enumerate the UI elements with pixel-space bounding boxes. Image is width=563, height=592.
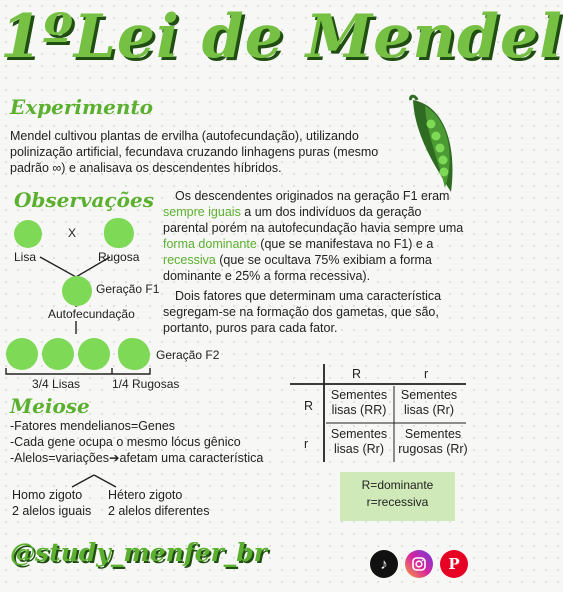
page-title: 1ºLei de Mendel: [0, 2, 563, 72]
highlight-recessiva: recessiva: [163, 253, 216, 267]
tiktok-icon[interactable]: ♪: [370, 550, 398, 578]
punnett-cell-rr: Sementes lisas (RR): [330, 388, 388, 417]
pinterest-icon[interactable]: P: [440, 550, 468, 578]
punnett-cell-rr3: Sementes lisas (Rr): [330, 427, 388, 456]
p1-text: Os descendentes originados na geração F1 eram: [175, 189, 450, 203]
paragraph-segregation: Dois fatores que determinam uma característica segregam-se na formação dos gametas, que são, portanto, puros para cada fator.: [163, 289, 442, 335]
p1-text-3: (que se manifestava no F1) e a: [256, 237, 434, 251]
legend-dominante: R=dominante: [361, 478, 434, 492]
geracao-f2-label: Geração F2: [156, 348, 220, 362]
instagram-icon[interactable]: [405, 550, 433, 578]
geracao-f1-label: Geração F1: [96, 282, 160, 296]
meiose-heading: Meiose: [10, 394, 90, 418]
arrow-right-icon: ➔: [109, 451, 120, 465]
rugosa-label: Rugosa: [98, 250, 140, 264]
alelos-text: -Alelos=variações: [10, 451, 110, 465]
hetero-zigoto-title: Hétero zigoto: [108, 488, 183, 502]
rugosas-ratio: 1/4 Rugosas: [112, 377, 180, 391]
observacoes-heading: Observações: [14, 188, 155, 212]
homo-zigoto-title: Homo zigoto: [12, 488, 83, 502]
punnett-col-header-1: R: [352, 367, 362, 381]
author-handle: @study_menfer_br: [10, 538, 267, 567]
experimento-text: Mendel cultivou plantas de ervilha (autofecundação), utilizando polinização artificial, fecundava cruzando linhagens puras (mesmo padrão ∞) e analisava os descendentes híbridos.: [10, 129, 379, 175]
punnett-col-header-2: r: [424, 367, 429, 381]
highlight-forma-dominante: forma dominante: [163, 237, 257, 251]
autofecundacao-label: Autofecundação: [48, 307, 135, 321]
homo-zigoto-desc: 2 alelos iguais: [12, 504, 92, 518]
punnett-row-header-1: R: [304, 399, 314, 413]
p1-text-2: a um dos indivíduos da geração parental porém na autofecundação havia sempre uma: [163, 205, 464, 235]
highlight-sempre-iguais: sempre iguais: [163, 205, 241, 219]
allele-legend: [340, 472, 455, 521]
punnett-cell-rr4: Sementes rugosas (Rr): [398, 427, 468, 456]
lisa-label: Lisa: [14, 250, 37, 264]
punnett-cell-rr2: Sementes lisas (Rr): [400, 388, 458, 417]
punnett-row-header-2: r: [304, 437, 309, 451]
p1-text-4: (que se ocultava 75% exibiam a forma dominante e 25% a forma recessiva).: [163, 253, 432, 283]
cross-symbol: X: [68, 226, 77, 240]
experimento-heading: Experimento: [10, 95, 154, 119]
lisas-ratio: 3/4 Lisas: [32, 377, 81, 391]
legend-recessiva: r=recessiva: [366, 495, 429, 509]
meiose-item-2: -Cada gene ocupa o mesmo lócus gênico: [10, 435, 241, 449]
meiose-item-1: -Fatores mendelianos=Genes: [10, 419, 176, 433]
hetero-zigoto-desc: 2 alelos diferentes: [108, 504, 210, 518]
afetam-text: afetam uma característica: [119, 451, 264, 465]
